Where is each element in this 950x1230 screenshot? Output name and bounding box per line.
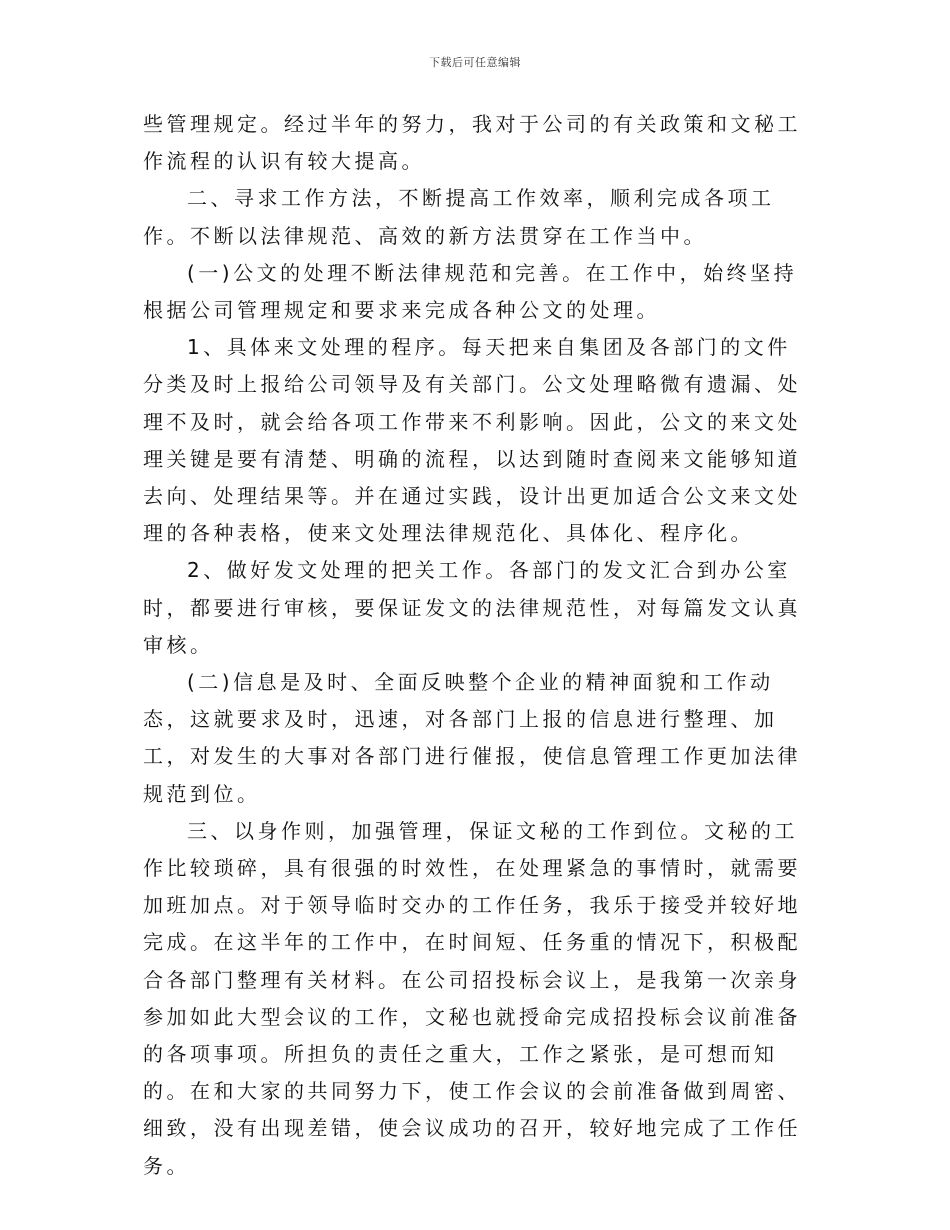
document-body (143, 106, 807, 1185)
paragraph-continuation: 些管理规定。经过半年的努力，我对于公司的有关政策和文秘工作流程的认识有较大提高。 (143, 112, 801, 174)
paragraph-incoming-documents: 1、具体来文处理的程序。每天把来自集团及各部门的文件分类及时上报给公司领导及有关部门。公文处理略微有遗漏、处理不及时，就会给各项工作带来不利影响。因此，公文的来文处理关键是要有清楚、明确的流程，以达到随时查阅来文能够知道去向、处理结果等。并在通过实践，设计出更加适合公文来文处理的各种表格，使来文处理法律规范化、具体化、程序化。 (143, 335, 801, 546)
paragraph-outgoing-documents: 2、做好发文处理的把关工作。各部门的发文汇合到办公室时，都要进行审核，要保证发文的法律规范性，对每篇发文认真审核。 (143, 558, 801, 657)
paragraph-information: (二)信息是及时、全面反映整个企业的精神面貌和工作动态，这就要求及时，迅速，对各部门上报的信息进行整理、加工，对发生的大事对各部门进行催报，使信息管理工作更加法律规范到位。 (143, 670, 801, 806)
header-note: 下载后可任意编辑 (429, 56, 521, 69)
paragraph-document-handling: (一)公文的处理不断法律规范和完善。在工作中，始终坚持根据公司管理规定和要求来完成各种公文的处理。 (143, 260, 798, 323)
paragraph-section-two: 二、寻求工作方法，不断提高工作效率，顺利完成各项工作。不断以法律规范、高效的新方法贯穿在工作当中。 (143, 186, 775, 248)
paragraph-section-three: 三、以身作则，加强管理，保证文秘的工作到位。文秘的工作比较琐碎，具有很强的时效性，在处理紧急的事情时，就需要加班加点。对于领导临时交办的工作任务，我乐于接受并较好地完成。在这半年的工作中，在时间短、任务重的情况下，积极配合各部门整理有关材料。在公司招投标会议上，是我第一次亲身参加如此大型会议的工作，文秘也就授命完成招投标会议前准备的各项事项。所担负的责任之重大，工作之紧张，是可想而知的。在和大家的共同努力下，使工作会议的会前准备做到周密、细致，没有出现差错，使会议成功的召开，较好地完成了工作任务。 (143, 818, 801, 1178)
